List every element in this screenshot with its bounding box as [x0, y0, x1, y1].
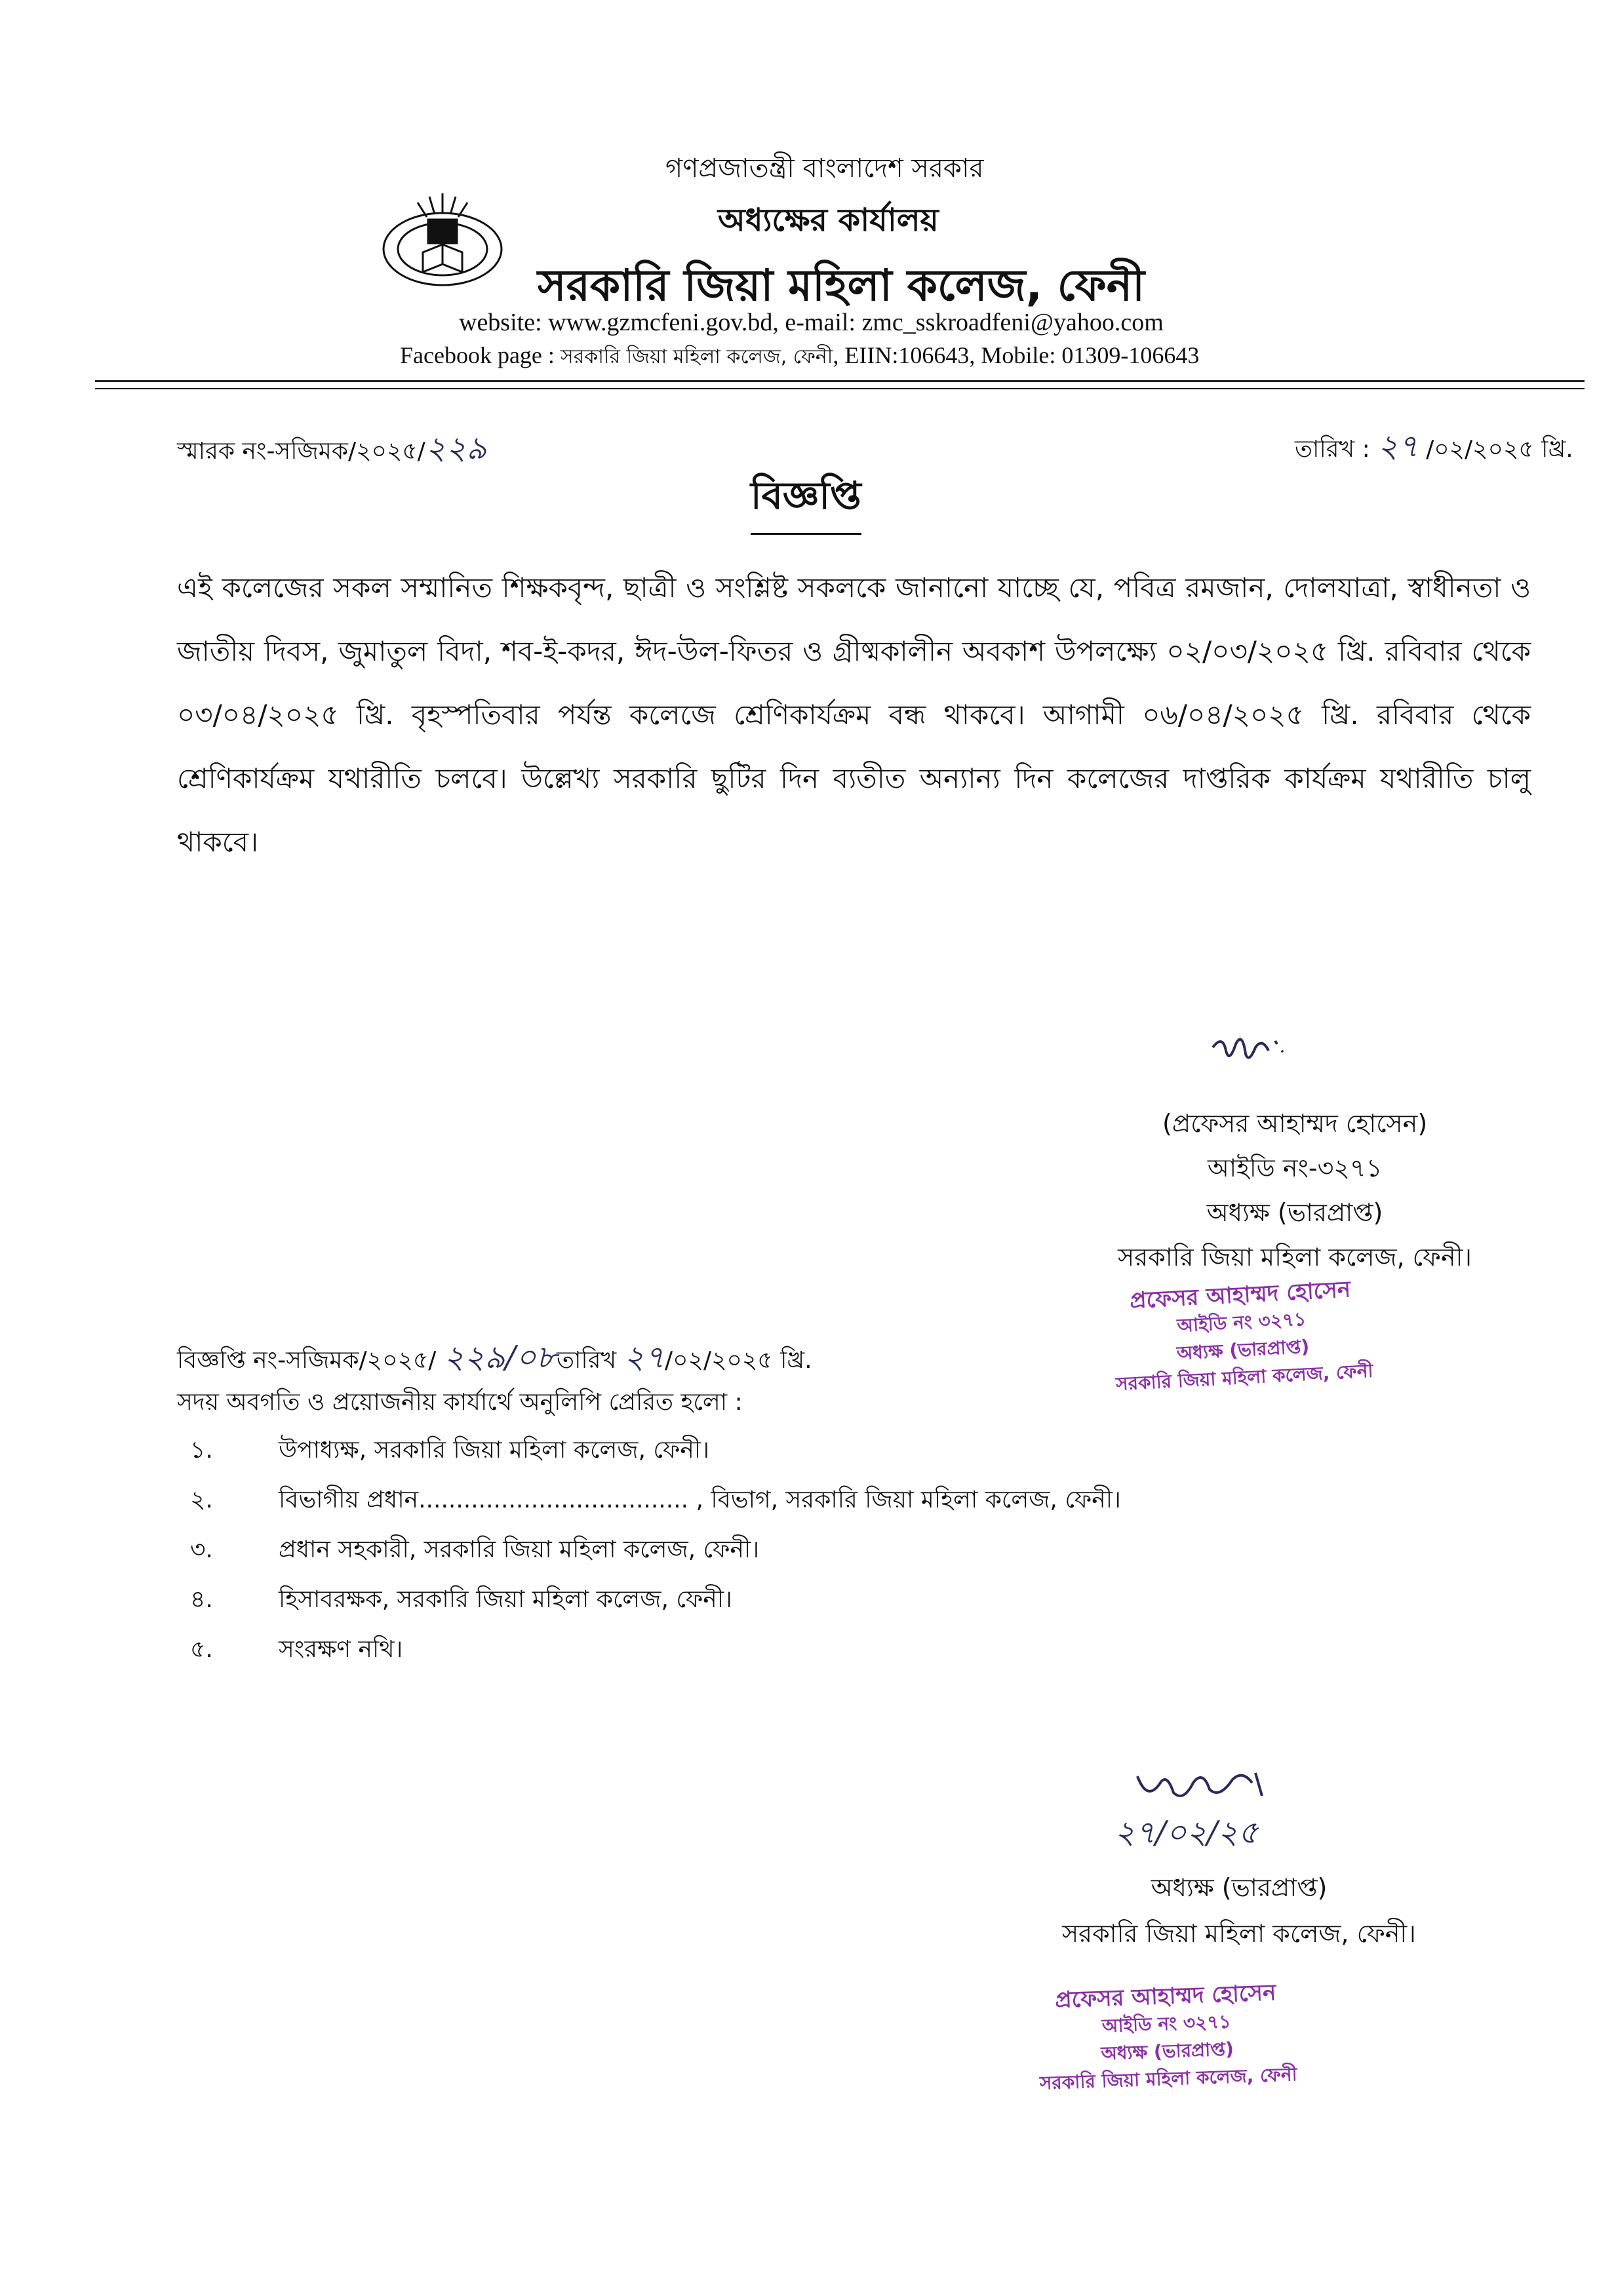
- copy-handwritten-number: ২২৯/০৮: [443, 1339, 557, 1376]
- date-handwritten-day: ২৭: [1377, 428, 1419, 465]
- signature-2-date: ২৭/০২/২৫: [1114, 1814, 1259, 1851]
- college-logo-emblem: [377, 187, 508, 292]
- item-number: ৩.: [190, 1536, 213, 1563]
- header-rule-top: [95, 380, 1585, 382]
- signatory-designation: অধ্যক্ষ (ভারপ্রাপ্ত): [1206, 1198, 1383, 1227]
- facebook-line: [400, 341, 1199, 374]
- stamp-id: আইডি নং ৩২৭১: [1176, 1308, 1307, 1337]
- item-text: হিসাবরক্ষক, সরকারি জিয়া মহিলা কলেজ, ফেনী।: [279, 1586, 732, 1613]
- signatory-name: (প্রফেসর আহাম্মদ হোসেন): [1162, 1109, 1428, 1138]
- stamp-id: আইডি নং ৩২৭১: [1101, 2010, 1232, 2037]
- stamp-college: সরকারি জিয়া মহিলা কলেজ, ফেনী: [1115, 1359, 1374, 1395]
- fb-name: সরকারি জিয়া মহিলা কলেজ, ফেনী: [560, 345, 833, 368]
- fb-rest: , EIIN:106643, Mobile: 01309-106643: [833, 342, 1200, 368]
- date-suffix: /০২/২০২৫ খ্রি.: [1418, 436, 1573, 463]
- official-stamp-2: [981, 1976, 1352, 2099]
- memo-number: [177, 425, 486, 477]
- notice-title: বিজ্ঞপ্তি: [751, 467, 861, 535]
- official-stamp: [1043, 1271, 1442, 1401]
- signatory-2-designation: অধ্যক্ষ (ভারপ্রাপ্ত): [1151, 1873, 1328, 1902]
- memo-prefix: স্মারক নং-সজিমক/২০২৫/: [177, 438, 425, 465]
- list-item: [190, 1532, 1121, 1582]
- copy-list: [190, 1432, 1121, 1681]
- item-text: প্রধান সহকারী, সরকারি জিয়া মহিলা কলেজ, ফেনী।: [279, 1536, 760, 1563]
- copy-date-suffix: /০২/২০২৫ খ্রি.: [665, 1347, 812, 1374]
- item-number: ২.: [190, 1487, 213, 1513]
- stamp-name: প্রফেসর আহাম্মদ হোসেন: [1129, 1276, 1352, 1314]
- signatory-2-college: সরকারি জিয়া মহিলা কলেজ, ফেনী।: [1062, 1919, 1416, 1948]
- stamp-designation: অধ্যক্ষ (ভারপ্রাপ্ত): [1100, 2038, 1234, 2065]
- copy-handwritten-day: ২৭: [623, 1339, 665, 1376]
- item-number: ৫.: [190, 1636, 213, 1663]
- list-item: [190, 1631, 1121, 1681]
- office-title: অধ্যক্ষের কার্যালয়: [718, 202, 939, 239]
- contact-line: website: www.gzmcfeni.gov.bd, e-mail: zmc_sskroadfeni@yahoo.com: [459, 309, 1164, 336]
- college-name: সরকারি জিয়া মহিলা কলেজ, ফেনী: [538, 260, 1145, 311]
- signatory-2-block: [1016, 1865, 1462, 1956]
- memo-handwritten-number: ২২৯: [425, 430, 487, 467]
- item-number: ৪.: [190, 1586, 213, 1613]
- item-text: বিভাগীয় প্রধান.................................... , বিভাগ, সরকারি জিয়া মহিলা কলেজ, ফেনী।: [279, 1487, 1121, 1513]
- signature-2: [1128, 1763, 1285, 1816]
- stamp-college: সরকারি জিয়া মহিলা কলেজ, ফেনী: [1039, 2063, 1298, 2094]
- government-title: গণপ্রজাতন্ত্রী বাংলাদেশ সরকার: [665, 153, 984, 184]
- item-number: ১.: [190, 1437, 213, 1464]
- signatory-college: সরকারি জিয়া মহিলা কলেজ, ফেনী।: [1118, 1243, 1472, 1272]
- list-item: [190, 1432, 1121, 1482]
- list-item: [190, 1482, 1121, 1532]
- item-text: উপাধ্যক্ষ, সরকারি জিয়া মহিলা কলেজ, ফেনী।: [279, 1437, 709, 1464]
- header-rule-bottom: [95, 388, 1585, 389]
- copy-prefix: বিজ্ঞপ্তি নং-সজিমক/২০২৫/: [177, 1347, 444, 1374]
- item-text: সংরক্ষণ নথি।: [279, 1636, 403, 1663]
- notice-body: এই কলেজের সকল সম্মানিত শিক্ষকবৃন্দ, ছাত্রী ও সংশ্লিষ্ট সকলকে জানানো যাচ্ছে যে, পবিত্র রমজান, দোলযাত্রা, স্বাধীনতা ও জাতীয় দিবস, জুমাতুল বিদা, শব-ই-কদর, ঈদ-উল-ফিতর ও গ্রীষ্মকালীন অবকাশ উপলক্ষ্যে ০২/০৩/২০২৫ খ্রি. রবিবার থেকে ০৩/০৪/২০২৫ খ্রি. বৃহস্পতিবার পর্যন্ত কলেজে শ্রেণিকার্যক্রম বন্ধ থাকবে। আগামী ০৬/০৪/২০২৫ খ্রি. রবিবার থেকে শ্রেণিকার্যক্রম যথারীতি চলবে। উল্লেখ্য সরকারি ছুটির দিন ব্যতীত অন্যান্য দিন কলেজের দাপ্তরিক কার্যক্রম যথারীতি চালু থাকবে।: [177, 572, 1531, 858]
- fb-label: Facebook page :: [400, 342, 561, 368]
- signatory-block: [1118, 1101, 1472, 1279]
- stamp-name: প্রফেসর আহাম্মদ হোসেন: [1054, 1979, 1276, 2014]
- copy-notice-number: [177, 1334, 812, 1386]
- signatory-id: আইডি নং-৩২৭১: [1207, 1154, 1383, 1182]
- list-item: [190, 1582, 1121, 1631]
- signature-1: [1206, 1028, 1298, 1074]
- stamp-designation: অধ্যক্ষ (ভারপ্রাপ্ত): [1176, 1335, 1311, 1365]
- memo-date: [1295, 423, 1573, 475]
- copy-date-prefix: তারিখ: [556, 1347, 624, 1374]
- date-prefix: তারিখ :: [1295, 436, 1378, 463]
- copy-intro: সদয় অবগতি ও প্রয়োজনীয় কার্যার্থে অনুলিপি প্রেরিত হলো :: [177, 1389, 743, 1416]
